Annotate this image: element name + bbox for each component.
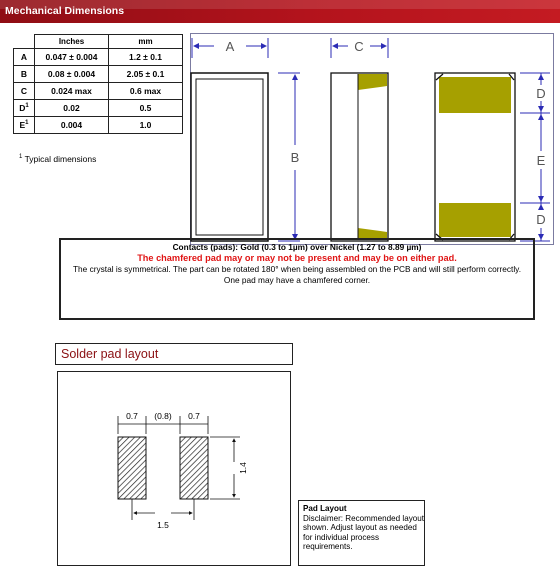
pad-width-left: 0.7 [126, 411, 138, 421]
pad-width-right: 0.7 [188, 411, 200, 421]
chamfer-warning: The chamfered pad may or may not be present and may be on either pad. [137, 253, 457, 263]
pad-layout-disclaimer: Disclaimer: Recommended layout shown. Adjust layout as needed for individual process requirements. [303, 513, 425, 552]
label-e: E [536, 153, 546, 168]
contacts-spec: Contacts (pads): Gold (0.3 to 1µm) over Nickel (1.27 to 8.89 µm) [172, 242, 422, 252]
row-label: C [14, 83, 35, 100]
inches-value: 0.024 max [35, 83, 109, 100]
label-a: A [225, 39, 235, 54]
pad-pitch: 1.5 [157, 520, 169, 530]
label-d-bottom: D [536, 212, 546, 227]
inches-value: 0.02 [35, 100, 109, 117]
mm-value: 2.05 ± 0.1 [109, 66, 183, 83]
column-header-mm: mm [109, 35, 183, 49]
row-label: $D^1$ [14, 100, 35, 117]
mm-value: 0.5 [109, 100, 183, 117]
column-header-inches: Inches [35, 35, 109, 49]
mm-value: 1.2 ± 0.1 [109, 49, 183, 66]
row-label: A [14, 49, 35, 66]
inches-value: 0.047 ± 0.004 [35, 49, 109, 66]
pad-layout-heading: Pad Layout [303, 504, 347, 513]
mm-value: 1.0 [109, 117, 183, 134]
solder-pad-title: Solder pad layout [61, 347, 159, 361]
section-title: Mechanical Dimensions [5, 5, 125, 17]
pitch-dimension [132, 499, 194, 530]
label-d-top: D [536, 86, 546, 101]
inches-value: 0.004 [35, 117, 109, 134]
pad-height: 1.4 [238, 462, 248, 474]
pad-gap: (0.8) [154, 411, 172, 421]
height-dimension [210, 437, 248, 499]
label-c: C [354, 39, 364, 54]
pad-layout-note [298, 500, 425, 566]
solder-pad-left [118, 437, 146, 499]
label-b: B [290, 150, 300, 165]
symmetry-note: The crystal is symmetrical. The part can be rotated 180° when being assembled on the PCB and will still perform correctly. [72, 264, 521, 274]
chamfer-note: One pad may have a chamfered corner. [223, 275, 371, 285]
inches-value: 0.08 ± 0.004 [35, 66, 109, 83]
row-label: $E^1$ [14, 117, 35, 134]
footnote: $^1$ Typical dimensions [19, 154, 97, 164]
mm-value: 0.6 max [109, 83, 183, 100]
top-dimensions [118, 411, 208, 434]
solder-pad-right [180, 437, 208, 499]
row-label: B [14, 66, 35, 83]
